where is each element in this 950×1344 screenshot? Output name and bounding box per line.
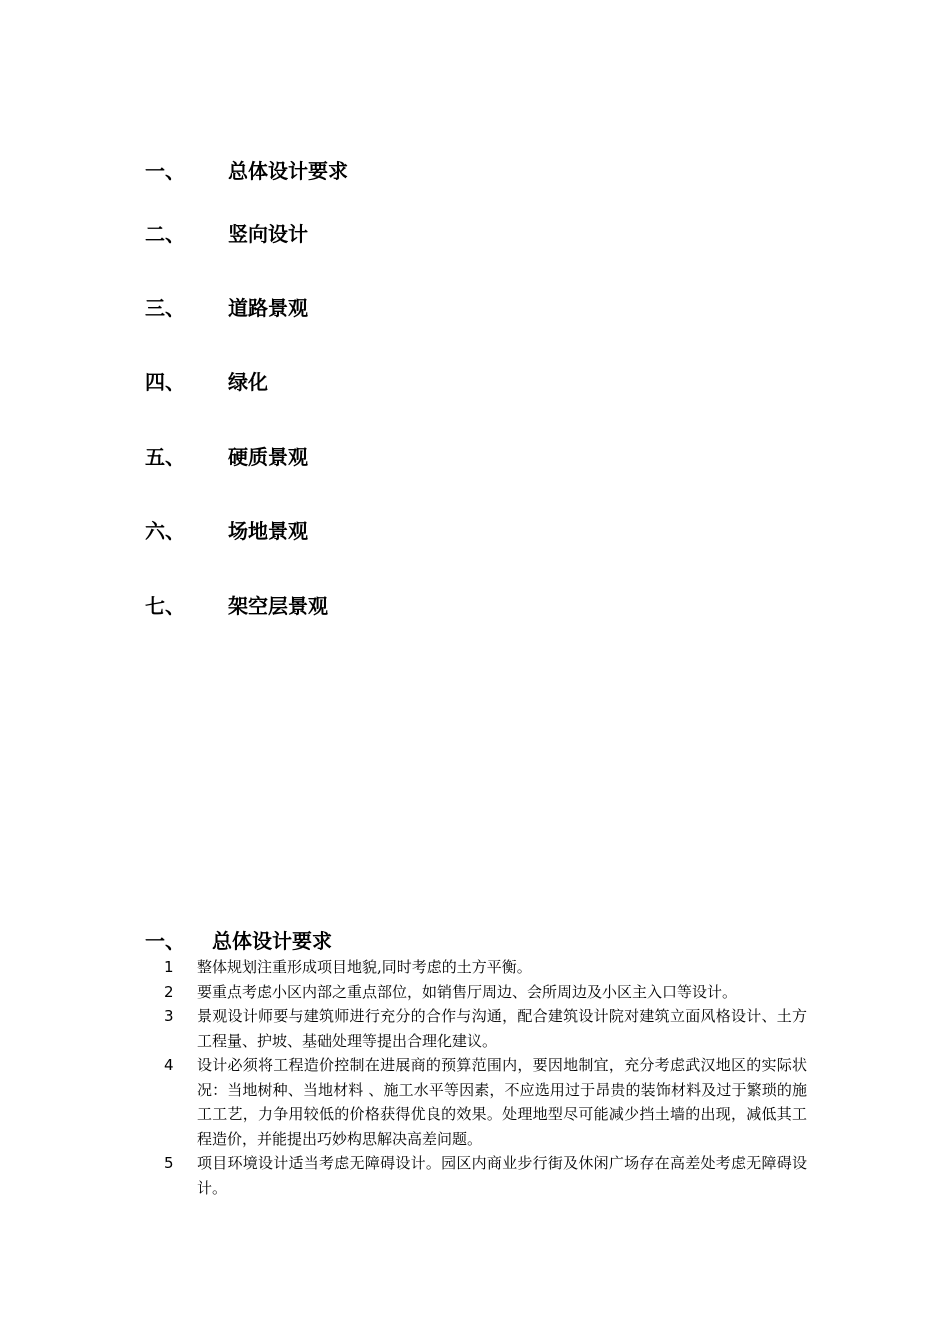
toc-number: 七、 xyxy=(145,594,185,618)
list-item-number: 3 xyxy=(164,1007,174,1025)
section-title: 总体设计要求 xyxy=(212,929,332,953)
list-item-text: 景观设计师要与建筑师进行充分的合作与沟通，配合建筑设计院对建筑立面风格设计、土方工程量、护坡、基础处理等提出合理化建议。 xyxy=(197,1007,807,1050)
toc-title: 竖向设计 xyxy=(228,222,308,246)
list-item xyxy=(0,1004,950,1053)
list-item-text: 设计必须将工程造价控制在进展商的预算范围内，要因地制宜，充分考虑武汉地区的实际状况：当地树种、当地材料 、施工水平等因素，不应选用过于昂贵的装饰材料及过于繁琐的施工工艺，力争用较低的价格获得优良的效果。处理地型尽可能减少挡土墙的出现，减低其工程造价，并能提出巧妙构思解决高差问题。 xyxy=(197,1056,807,1148)
toc-number: 二、 xyxy=(145,222,185,246)
list-item-text: 项目环境设计适当考虑无障碍设计。园区内商业步行街及休闲广场存在高差处考虑无障碍设计。 xyxy=(197,1154,807,1197)
list-item-text: 要重点考虑小区内部之重点部位，如销售厅周边、会所周边及小区主入口等设计。 xyxy=(197,982,738,1001)
toc-number: 一、 xyxy=(145,159,185,183)
toc-number: 五、 xyxy=(145,445,185,469)
list-item-number: 4 xyxy=(164,1056,174,1074)
toc-title: 总体设计要求 xyxy=(228,159,348,183)
toc-title: 架空层景观 xyxy=(228,594,328,618)
toc-title: 场地景观 xyxy=(228,519,308,543)
toc-number: 六、 xyxy=(145,519,185,543)
requirement-list xyxy=(0,955,950,1200)
section-number: 一、 xyxy=(145,929,185,953)
list-item-number: 5 xyxy=(164,1154,174,1172)
list-item-text: 整体规划注重形成项目地貌,同时考虑的土方平衡。 xyxy=(197,958,532,976)
toc-title: 道路景观 xyxy=(228,296,308,320)
list-item-number: 2 xyxy=(164,982,174,1001)
list-item xyxy=(0,1053,950,1151)
list-item xyxy=(0,955,950,980)
toc-number: 三、 xyxy=(145,296,185,320)
toc-title: 绿化 xyxy=(228,370,268,394)
toc-number: 四、 xyxy=(145,370,185,394)
list-item xyxy=(0,980,950,1005)
toc-title: 硬质景观 xyxy=(228,445,308,469)
list-item-number: 1 xyxy=(164,958,174,976)
list-item xyxy=(0,1151,950,1200)
